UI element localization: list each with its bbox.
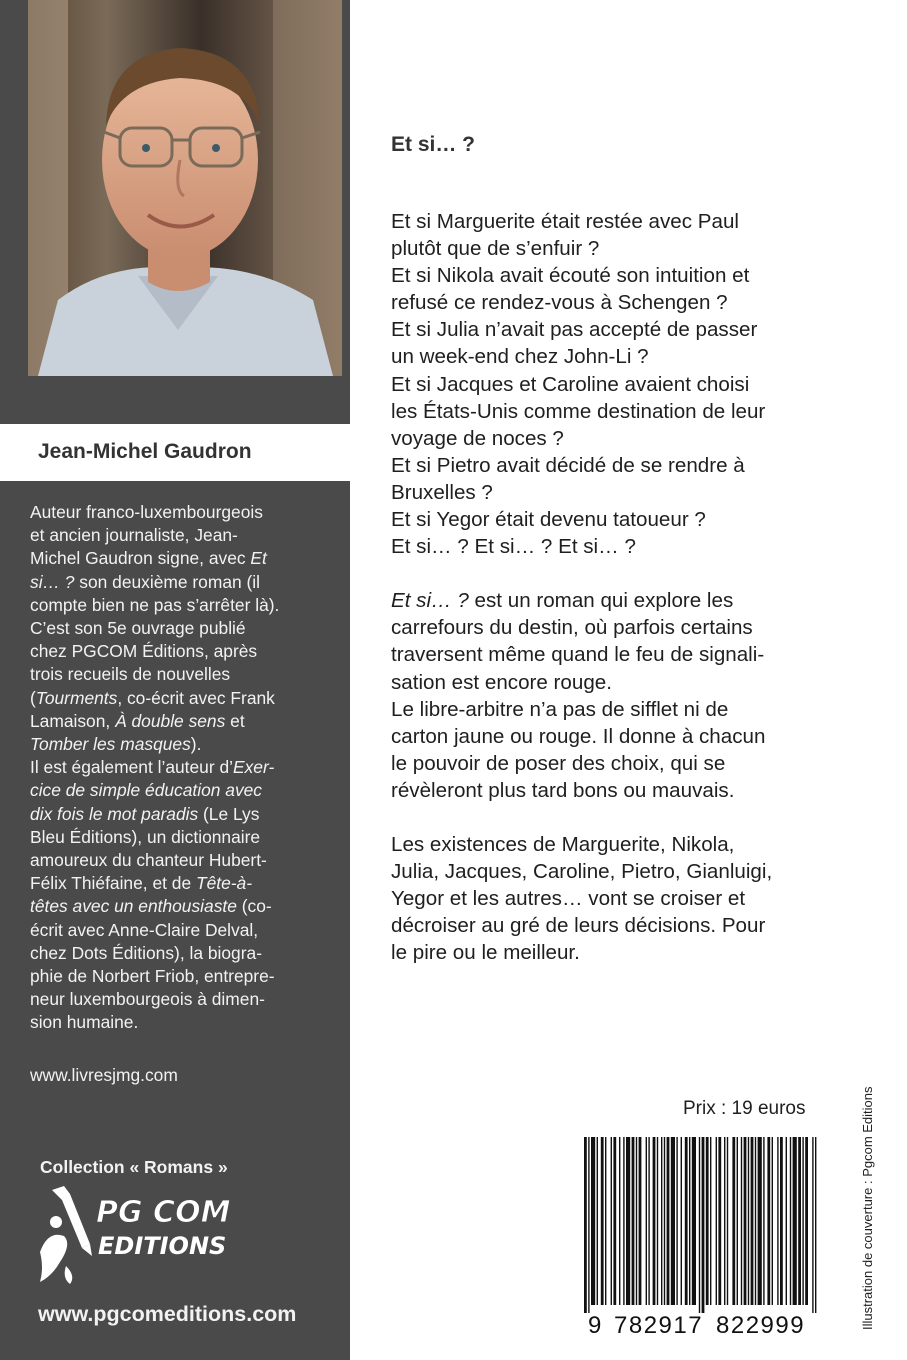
barcode-bar [657,1137,658,1305]
blurb-line: Et si Yegor était devenu tatoueur ? [391,508,706,532]
barcode-bar [786,1137,787,1305]
barcode-bar [748,1137,749,1305]
author-name: Jean-Michel Gaudron [38,440,252,463]
barcode-bar [623,1137,624,1305]
barcode-bar [741,1137,742,1305]
barcode-bar [815,1137,816,1313]
barcode-bar [613,1137,616,1305]
blurb-line: plutôt que de s’enfuir ? [391,237,600,261]
bio-line: Tomber les masques). [30,734,202,755]
barcode-bar [605,1137,606,1305]
bio-line: Félix Thiéfaine, et de Tête-à- [30,873,253,894]
blurb-line: un week-end chez John-Li ? [391,345,649,369]
barcode-bar [692,1137,696,1305]
bio-line: Il est également l’auteur d’Exer- [30,757,275,778]
barcode-bar [639,1137,642,1305]
blurb-line: Yegor et les autres… vont se croiser et [391,887,746,911]
blurb-line: Et si… ? Et si… ? Et si… ? [391,535,636,559]
barcode-bar [681,1137,682,1305]
publisher-logo [30,1182,240,1287]
barcode-bar [597,1137,598,1305]
barcode [582,1137,820,1313]
barcode-bar [751,1137,754,1305]
barcode-bar [737,1137,738,1305]
blurb-line: Julia, Jacques, Caroline, Pietro, Gianluigi, [391,860,773,884]
barcode-bar [636,1137,637,1305]
barcode-bar [664,1137,665,1305]
bio-line: neur luxembourgeois à dimen- [30,989,265,1010]
barcode-bar [702,1137,705,1313]
barcode-bar [763,1137,764,1305]
publisher-url[interactable]: www.pgcomeditions.com [38,1302,297,1326]
barcode-bar [689,1137,690,1305]
blurb-line: Et si Marguerite était restée avec Paul [391,210,739,233]
barcode-bar [744,1137,747,1305]
barcode-bar [805,1137,808,1305]
book-blurb [391,208,851,966]
barcode-bar [727,1137,728,1305]
bio-line: compte bien ne pas s’arrêter là). [30,594,280,615]
barcode-bar [718,1137,721,1305]
barcode-bar [790,1137,791,1305]
barcode-bar [601,1137,604,1305]
bio-line: phie de Norbert Friob, entrepre- [30,966,275,987]
blurb-line: décroiser au gré de leurs décisions. Pour [391,914,766,938]
barcode-bar [626,1137,630,1305]
bio-line: (Tourments, co-écrit avec Frank [30,687,275,708]
bio-line: dix fois le mot paradis (Le Lys [30,803,260,824]
bio-line: si… ? son deuxième roman (il [30,571,261,592]
author-bio [30,501,330,1035]
barcode-bar [619,1137,620,1305]
blurb-line: Et si… ? est un roman qui explore les [391,589,734,613]
blurb-line: Le libre-arbitre n’a pas de sifflet ni de [391,697,729,721]
blurb-line: le pire ou le meilleur. [391,941,580,965]
isbn-group-2: 822999 [716,1312,806,1339]
bio-line: têtes avec un enthousiaste (co- [30,896,272,917]
barcode-bar [780,1137,783,1305]
barcode-bar [676,1137,677,1305]
barcode-bar [732,1137,735,1305]
blurb-line: carrefours du destin, où parfois certains [391,616,753,640]
blurb-line: Et si Julia n’avait pas accepté de passer [391,318,758,342]
barcode-bar [758,1137,762,1305]
blurb-line: traversent même quand le feu de signali- [391,643,765,667]
author-photo [28,0,342,376]
barcode-bar [755,1137,756,1305]
bio-line: chez Dots Éditions), la biogra- [30,942,262,963]
author-website[interactable]: www.livresjmg.com [30,1065,178,1085]
isbn-group-1: 782917 [614,1312,704,1339]
barcode-bar [632,1137,635,1305]
barcode-bar [716,1137,717,1305]
cover-credit: Illustration de couverture : Pgcom Editions [860,1086,875,1330]
blurb-line: les États-Unis comme destination de leur [391,399,766,423]
blurb-line: voyage de noces ? [391,426,564,450]
collection-label: Collection « Romans » [40,1157,228,1177]
bio-line: Michel Gaudron signe, avec Et [30,548,267,569]
bio-line: Lamaison, À double sens et [30,710,245,731]
logo-text-editions: EDITIONS [98,1232,227,1260]
barcode-bar [802,1137,803,1305]
bio-line: Auteur franco-luxembourgeois [30,502,263,522]
bio-line: amoureux du chanteur Hubert- [30,850,267,871]
barcode-bar [646,1137,647,1305]
logo-text-pgcom: PG COM [96,1195,231,1230]
barcode-bar [706,1137,709,1305]
barcode-bar [661,1137,662,1305]
blurb-line: Les existences de Marguerite, Nikola, [391,832,735,856]
barcode-bar [767,1137,770,1305]
bio-line: trois recueils de nouvelles [30,664,231,685]
blurb-line: Et si Pietro avait décidé de se rendre à [391,453,745,477]
book-title: Et si… ? [391,133,476,156]
blurb-line: Et si Jacques et Caroline avaient choisi [391,372,750,396]
barcode-bar [648,1137,649,1305]
blurb-line: sation est encore rouge. [391,670,612,694]
author-portrait-illustration [28,0,342,376]
blurb-line: le pouvoir de poser des choix, qui se [391,751,726,775]
barcode-bar [798,1137,801,1305]
barcode-bar [667,1137,670,1305]
barcode-bar [685,1137,688,1305]
bio-line: chez PGCOM Éditions, après [30,641,258,662]
isbn-digits [582,1312,820,1342]
bio-line: cice de simple éducation avec [30,780,263,801]
barcode-bar [584,1137,587,1313]
barcode-bar [777,1137,778,1305]
barcode-bar [671,1137,675,1305]
pgcom-logo-icon [30,1182,240,1287]
blurb-line: révèleront plus tard bons ou mauvais. [391,778,735,802]
barcode-bar [611,1137,612,1305]
barcode-bar [772,1137,773,1305]
barcode-bars [582,1137,820,1313]
barcode-bar [724,1137,725,1305]
barcode-bar [588,1137,589,1313]
barcode-bar [793,1137,797,1305]
isbn-first-digit: 9 [588,1312,603,1339]
blurb-line: Bruxelles ? [391,480,493,504]
barcode-bar [699,1137,700,1313]
blurb-line: carton jaune ou rouge. Il donne à chacun [391,724,766,748]
bio-line: C’est son 5e ouvrage publié [30,618,246,639]
bio-line: sion humaine. [30,1012,139,1033]
bio-line: Bleu Éditions), un dictionnaire [30,826,261,847]
bio-line: écrit avec Anne-Claire Delval, [30,919,259,940]
price-label: Prix : 19 euros [683,1098,806,1119]
barcode-bar [653,1137,656,1305]
barcode-bar [812,1137,813,1313]
blurb-line: refusé ce rendez-vous à Schengen ? [391,291,728,315]
barcode-bar [710,1137,711,1305]
barcode-bar [591,1137,595,1305]
bio-line: et ancien journaliste, Jean- [30,525,238,546]
blurb-line: Et si Nikola avait écouté son intuition et [391,264,750,288]
